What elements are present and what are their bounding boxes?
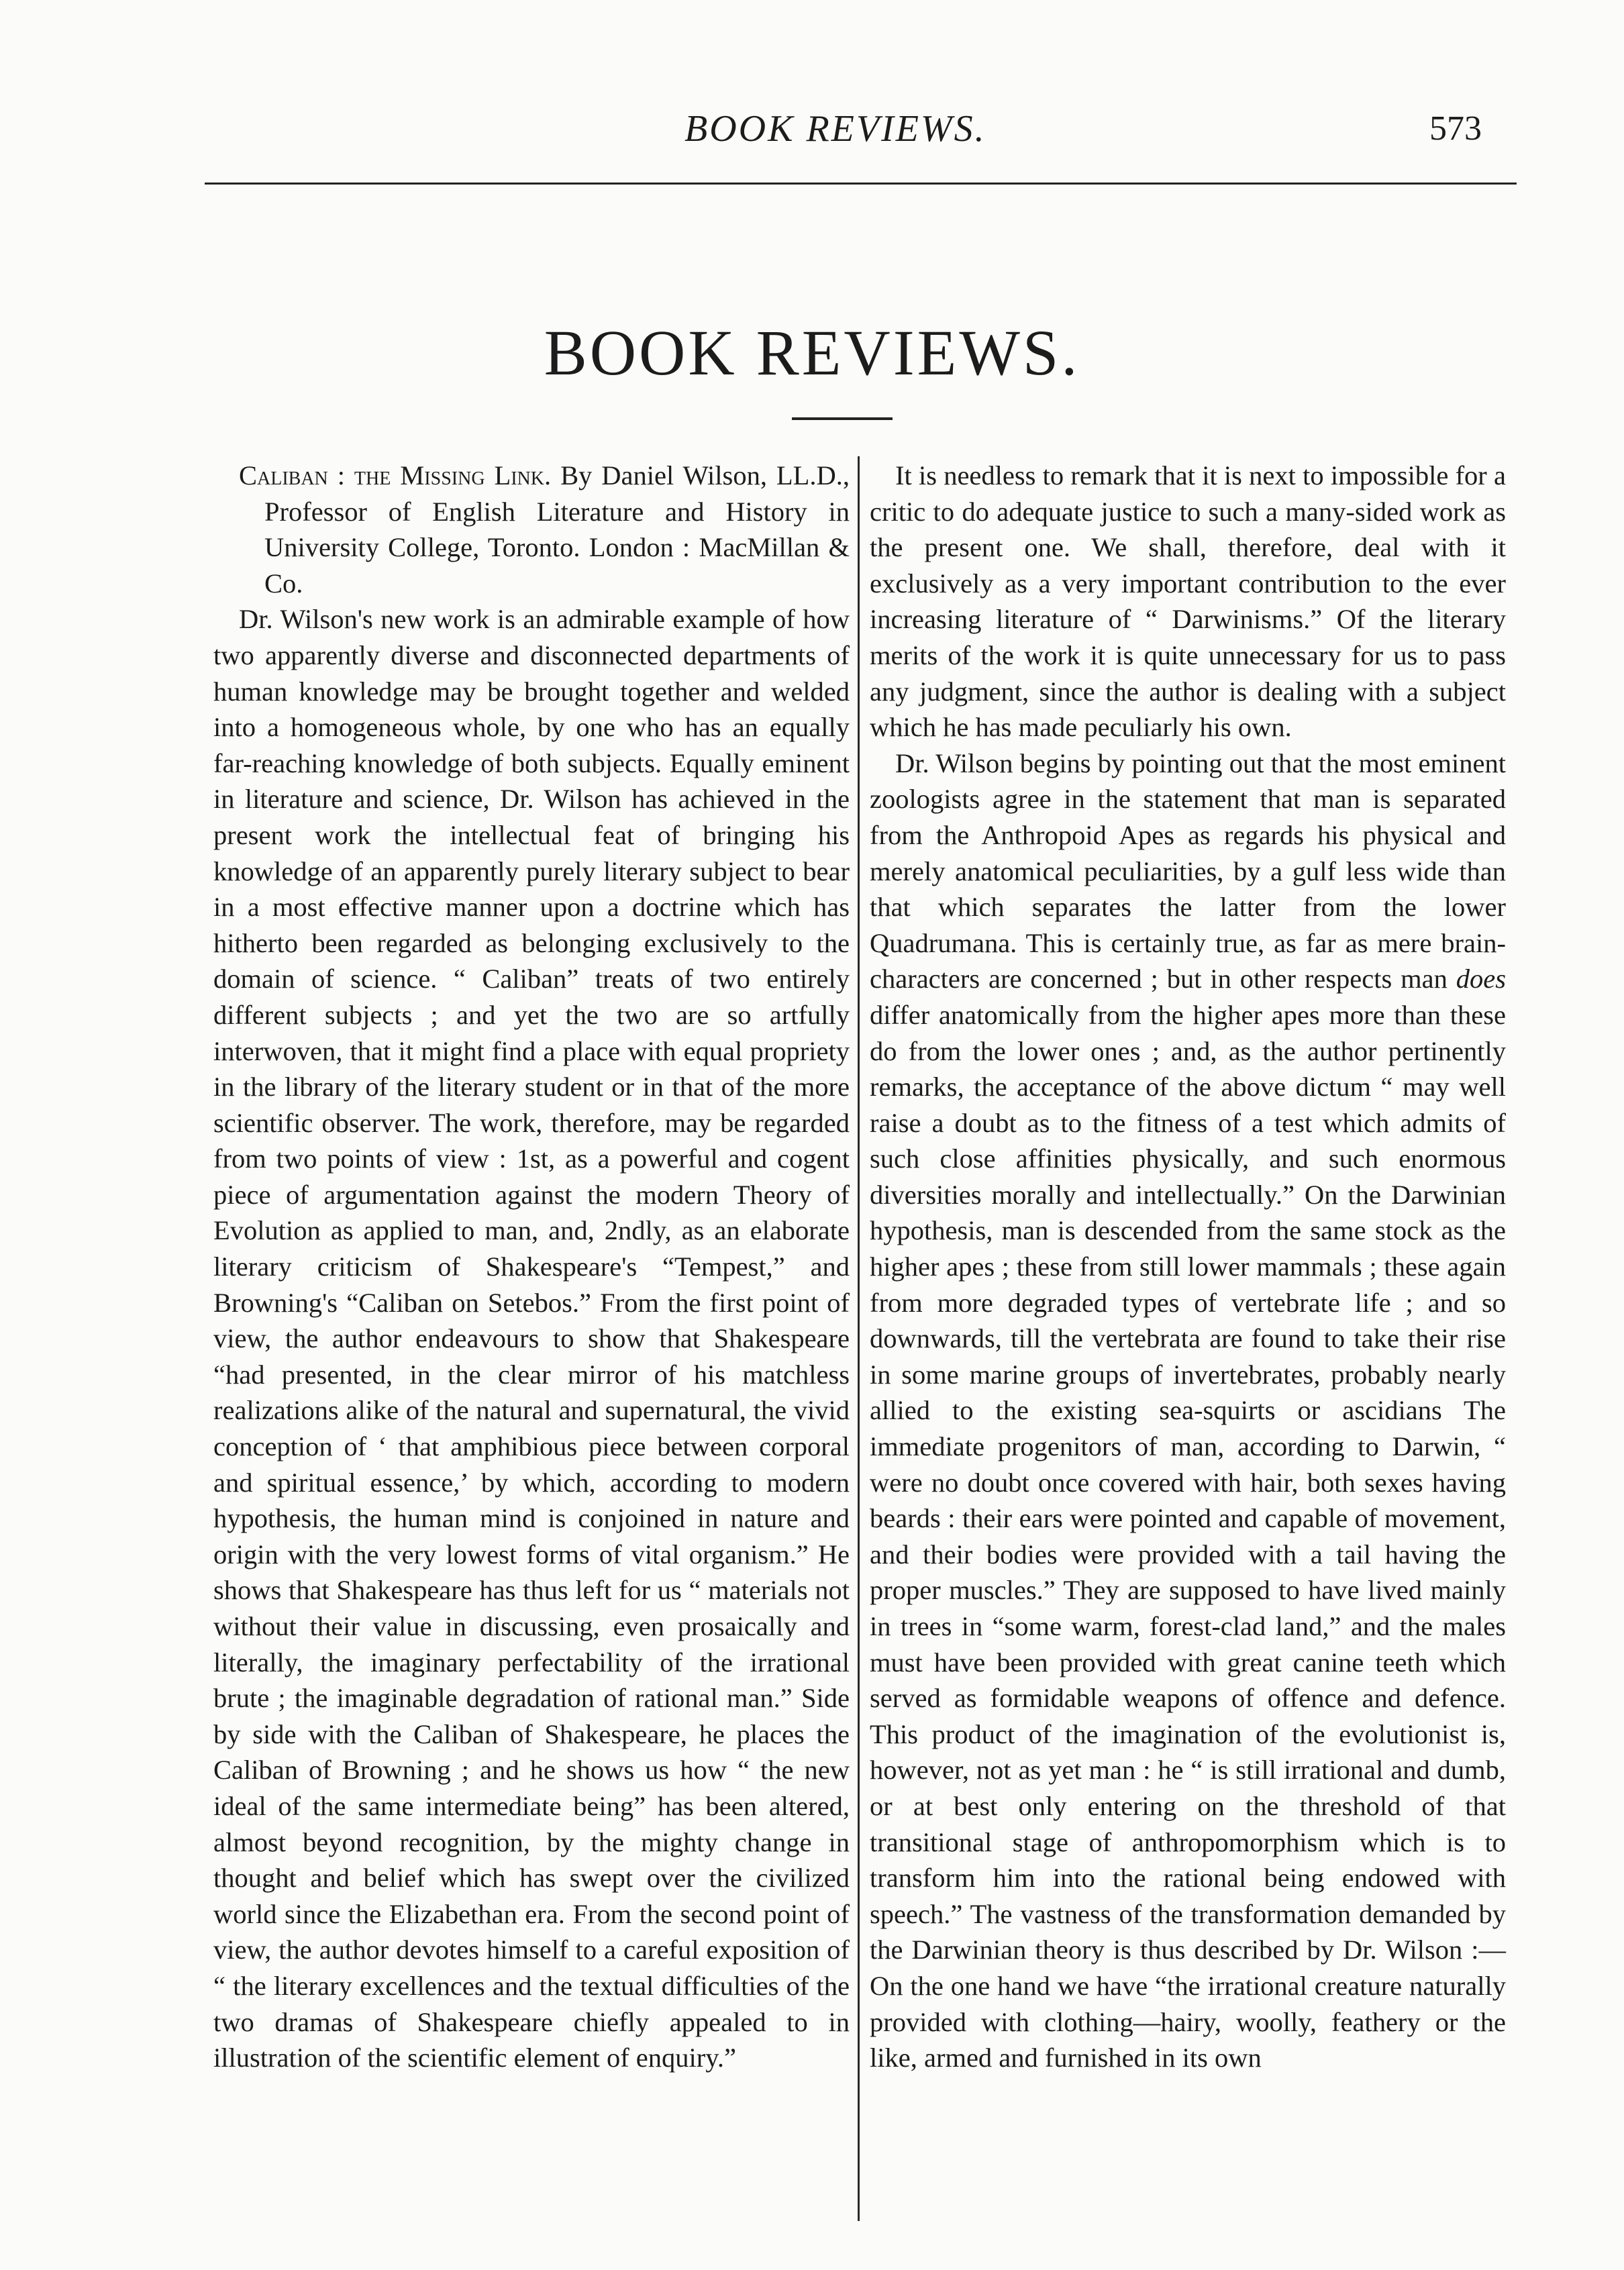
running-title: BOOK REVIEWS. — [684, 108, 986, 150]
review-paragraph: It is needless to remark that it is next to impossible for a critic to do adequate justice to such a many-sided work as the present one. We shall, therefore, deal with it exclusively as a very important contribution to the ever increasing literature of “ Darwinisms.” Of the literary merits of the work it is quite unnecessary for us to pass any judgment, since the author is dealing with a subject which he has made peculiarly his own. — [870, 460, 1506, 743]
review-paragraph — [870, 745, 1506, 2076]
review-paragraph: Dr. Wilson's new work is an admirable example of how two apparently diverse and disconnected departments of human knowledge may be brought together and welded into a homogeneous whole, by one who has an equally far-reaching knowledge of both subjects. Equally eminent in literature and science, Dr. Wilson has achieved in the present work the intellectual feat of bringing his knowledge of an apparently purely literary subject to bear in a most effective manner upon a doctrine which has hitherto been regarded as belonging exclusively to the domain of science. “ Caliban” treats of two entirely different subjects ; and yet the two are so artfully interwoven, that it might find a place with equal propriety in the library of the literary student or in that of the more scientific observer. The work, therefore, may be regarded from two points of view : 1st, as a powerful and cogent piece of argumentation against the modern Theory of Evolution as applied to man, and, 2ndly, as an elaborate literary criticism of Shakespeare's “Tempest,” and Browning's “Caliban on Setebos.” From the first point of view, the author endeavours to show that Shakespeare “had presented, in the clear mirror of his matchless realizations alike of the natural and supernatural, the vivid conception of ‘ that amphibious piece between corporal and spiritual essence,’ by which, according to modern hypothesis, the human mind is conjoined in nature and origin with the very lowest forms of vital organism.” He shows that Shakespeare has thus left for us “ materials not without their value in discussing, even prosaically and literally, the imaginary perfectability of the irrational brute ; the imaginable degradation of rational man.” Side by side with the Caliban of Shakespeare, he places the Caliban of Browning ; and he shows us how “ the new ideal of the same intermediate being” has been altered, almost beyond recognition, by the mighty change in thought and belief which has swept over the civilized world since the Elizabethan era. From the second point of view, the author devotes himself to a careful exposition of “ the literary excellences and the textual difficulties of the two dramas of Shakespeare chiefly appealed to in illustration of the scientific element of enquiry.” — [213, 604, 850, 2073]
section-heading: BOOK REVIEWS. — [544, 317, 1080, 389]
emphasis-text: does — [1456, 964, 1506, 994]
running-head — [0, 101, 1624, 154]
column-divider — [858, 456, 860, 2221]
heading-rule — [792, 417, 893, 420]
left-column — [213, 458, 850, 2076]
right-column — [870, 458, 1506, 2076]
citation-title: Caliban : the Missing Link. — [239, 460, 552, 491]
review-citation — [213, 458, 850, 601]
paragraph-text: differ anatomically from the higher apes more than these do from the lower ones ; and, as the author pertinently remarks, the acceptance of the above dictum “ may well raise a doubt as to the fitness of a test which admits of such close affinities physically, and such enormous diversities morally and intellectually.” On the Darwinian hypothesis, man is descended from the same stock as the higher apes ; these from still lower mammals ; these again from more degraded types of vertebrate life ; and so downwards, till the vertebrata are found to take their rise in some marine groups of invertebrates, probably nearly allied to the existing sea-squirts or ascidians The immediate progenitors of man, according to Darwin, “ were no doubt once covered with hair, both sexes having beards : their ears were pointed and capable of movement, and their bodies were provided with a tail having the proper muscles.” They are supposed to have lived mainly in trees in “some warm, forest-clad land,” and the males must have been provided with great canine teeth which served as formidable weapons of offence and defence. This product of the imagination of the evolutionist is, however, not as yet man : he “ is still irrational and dumb, or at best only entering on the threshold of that transitional stage of anthropomorphism which is to transform him into the rational being endowed with speech.” The vastness of the transformation demanded by the Darwinian theory is thus described by Dr. Wilson :— On the one hand we have “the irrational creature naturally provided with clothing—hairy, woolly, feathery or the like, armed and furnished in its own — [870, 999, 1506, 2073]
citation-details: By Daniel Wilson, LL.D., Professor of English Literature and History in University College, Toronto. London : MacMillan & Co. — [264, 460, 850, 599]
paragraph-text: Dr. Wilson begins by pointing out that the most eminent zoologists agree in the statement that man is separated from the Anthropoid Apes as regards his physical and merely anatomical peculiarities, by a gulf less wide than that which separates the latter from the lower Quadrumana. This is certainly true, as far as mere brain-characters are concerned ; but in other respects man — [870, 747, 1506, 994]
header-rule — [205, 183, 1517, 185]
page-number: 573 — [1429, 109, 1482, 148]
